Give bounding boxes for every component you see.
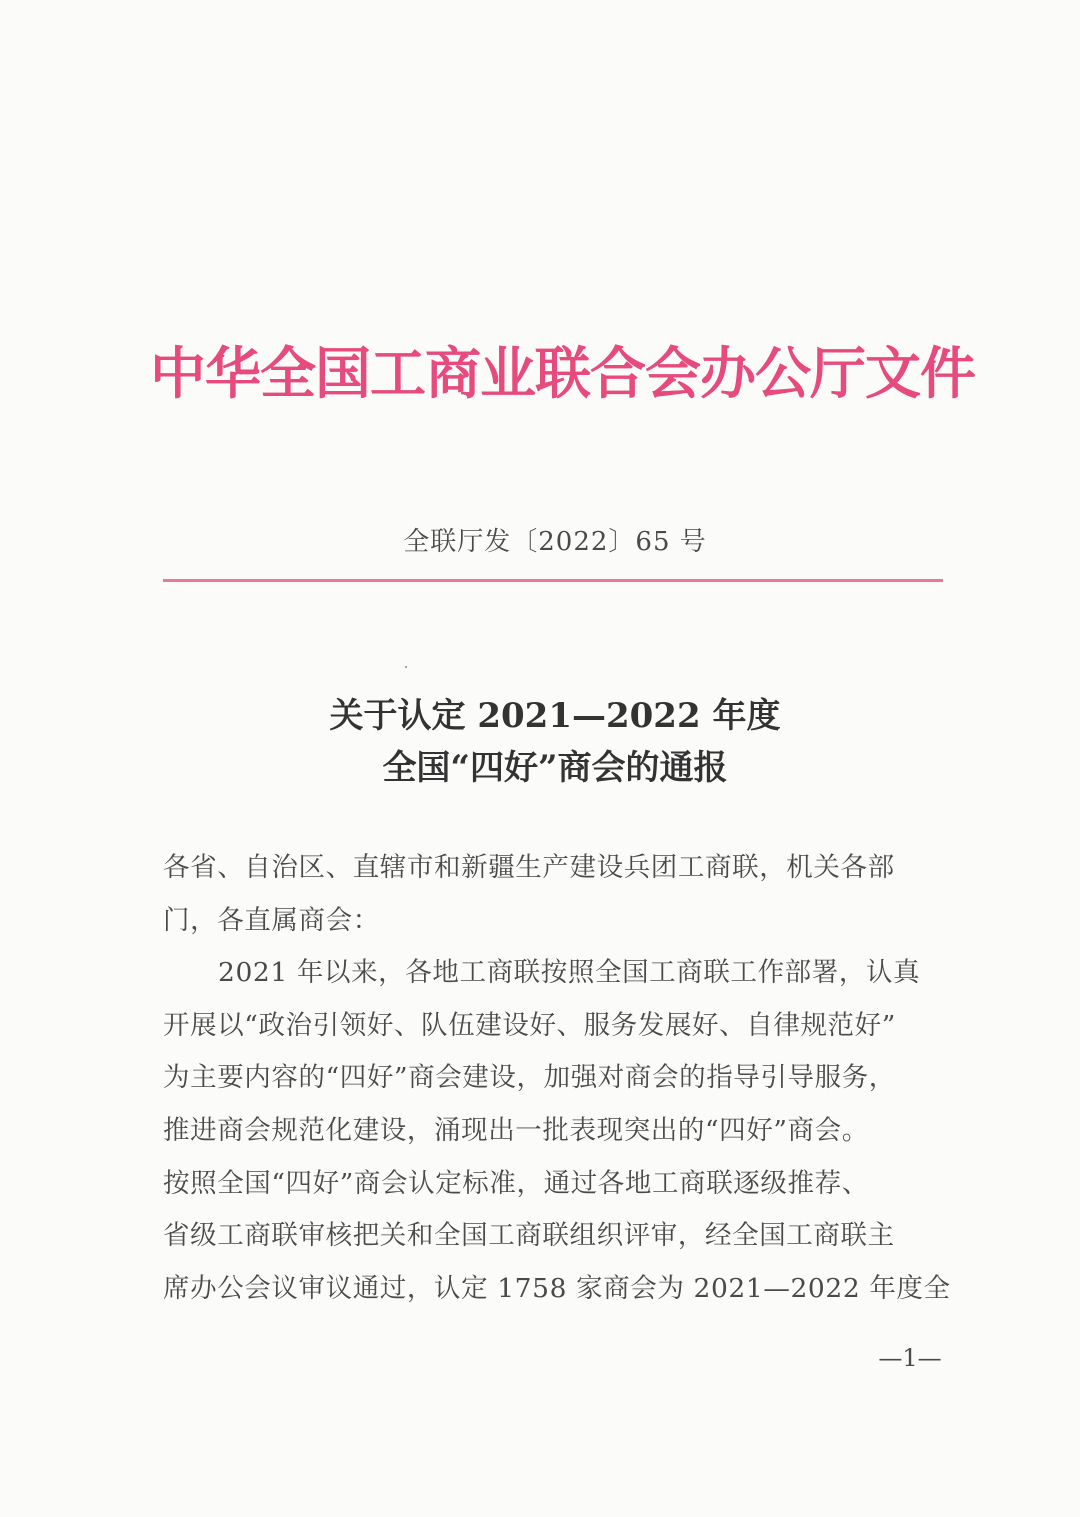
body-line: 2021 年以来，各地工商联按照全国工商联工作部署，认真 — [218, 957, 921, 989]
document-number: 全联厅发〔2022〕65 号 — [403, 527, 707, 557]
body-line: 为主要内容的“四好”商会建设，加强对商会的指导引导服务， — [163, 1062, 896, 1094]
red-divider-line — [163, 579, 943, 582]
body-line: 开展以“政治引领好、队伍建设好、服务发展好、自律规范好” — [163, 1009, 896, 1041]
body-line: 推进商会规范化建设，涌现出一批表现突出的“四好”商会。 — [163, 1114, 869, 1146]
document-title-line-1: 关于认定 2021—2022 年度 — [329, 696, 781, 736]
body-line-addressee-1: 各省、自治区、直辖市和新疆生产建设兵团工商联，机关各部 — [163, 852, 895, 883]
document-title — [160, 690, 950, 794]
body-line-addressee-2: 门，各直属商会： — [163, 904, 380, 936]
document-body — [163, 842, 951, 1315]
scan-speck — [405, 666, 407, 668]
body-line: 按照全国“四好”商会认定标准，通过各地工商联逐级推荐、 — [163, 1167, 869, 1199]
document-title-line-2: 全国“四好”商会的通报 — [382, 748, 728, 788]
red-header-title: 中华全国工商业联合会办公厅文件 — [150, 342, 975, 407]
body-line: 省级工商联审核把关和全国工商联组织评审，经全国工商联主 — [163, 1220, 895, 1252]
body-line: 席办公会议审议通过，认定 1758 家商会为 2021—2022 年度全 — [163, 1272, 951, 1304]
page-number: —1— — [878, 1344, 942, 1372]
